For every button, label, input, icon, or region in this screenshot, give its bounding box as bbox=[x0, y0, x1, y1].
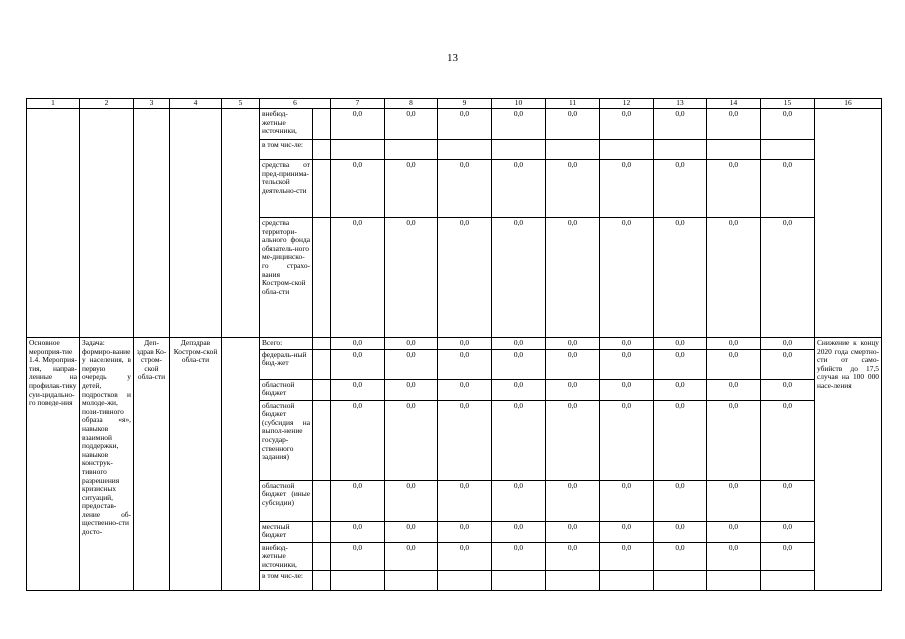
header-cell: 4 bbox=[170, 99, 222, 109]
spacer-cell bbox=[313, 109, 331, 140]
value-cell: 0,0 bbox=[331, 338, 385, 350]
value-cell: 0,0 bbox=[707, 480, 761, 521]
value-cell: 0,0 bbox=[600, 379, 654, 400]
value-cell: 0,0 bbox=[492, 400, 546, 480]
source-label: внебюд-жетные источники, bbox=[260, 542, 313, 571]
value-cell: 0,0 bbox=[492, 542, 546, 571]
value-cell: 0,0 bbox=[707, 542, 761, 571]
page-number: 13 bbox=[447, 52, 458, 64]
table-row bbox=[27, 109, 882, 140]
spacer-cell bbox=[313, 521, 331, 542]
header-cell: 9 bbox=[438, 99, 492, 109]
value-cell: 0,0 bbox=[546, 379, 600, 400]
header-cell: 16 bbox=[815, 99, 882, 109]
value-cell bbox=[654, 140, 707, 160]
value-cell: 0,0 bbox=[331, 400, 385, 480]
value-cell: 0,0 bbox=[654, 109, 707, 140]
value-cell: 0,0 bbox=[492, 338, 546, 350]
value-cell: 0,0 bbox=[331, 160, 385, 218]
source-label: в том чис-ле: bbox=[260, 571, 313, 591]
value-cell: 0,0 bbox=[492, 521, 546, 542]
value-cell: 0,0 bbox=[438, 338, 492, 350]
spacer-cell bbox=[313, 218, 331, 338]
value-cell: 0,0 bbox=[438, 349, 492, 379]
value-cell: 0,0 bbox=[438, 521, 492, 542]
value-cell: 0,0 bbox=[331, 521, 385, 542]
value-cell bbox=[385, 140, 438, 160]
empty-cell bbox=[27, 109, 80, 338]
empty-cell bbox=[815, 109, 882, 338]
value-cell: 0,0 bbox=[707, 349, 761, 379]
value-cell: 0,0 bbox=[385, 400, 438, 480]
value-cell: 0,0 bbox=[600, 400, 654, 480]
value-cell: 0,0 bbox=[654, 379, 707, 400]
value-cell: 0,0 bbox=[600, 160, 654, 218]
value-cell: 0,0 bbox=[438, 160, 492, 218]
spacer-cell bbox=[313, 571, 331, 591]
value-cell: 0,0 bbox=[385, 379, 438, 400]
value-cell: 0,0 bbox=[761, 521, 815, 542]
header-cell: 14 bbox=[707, 99, 761, 109]
source-label: федераль-ный бюд-жет bbox=[260, 349, 313, 379]
coexecutor: Депздрав Костром-ской обла-сти bbox=[170, 338, 222, 591]
spacer-cell bbox=[313, 379, 331, 400]
value-cell: 0,0 bbox=[761, 542, 815, 571]
value-cell: 0,0 bbox=[546, 542, 600, 571]
value-cell: 0,0 bbox=[707, 338, 761, 350]
empty-cell bbox=[80, 109, 134, 338]
value-cell: 0,0 bbox=[654, 400, 707, 480]
source-label: внебюд-жетные источники, bbox=[260, 109, 313, 140]
value-cell bbox=[761, 571, 815, 591]
activity-name: Основное мероприя-тие 1.4. Мероприя-тия, направ-ленные на профилак-тику суи-цидально-го поведе-ния bbox=[27, 338, 80, 591]
value-cell bbox=[707, 571, 761, 591]
value-cell: 0,0 bbox=[385, 480, 438, 521]
spacer-cell bbox=[313, 349, 331, 379]
value-cell: 0,0 bbox=[761, 160, 815, 218]
value-cell: 0,0 bbox=[546, 400, 600, 480]
task-description: Задача: формиро-вание у населения, в первую очередь у детей, подростков и молоде-жи, пози-тивного образа «я», навыков взаимной поддержки, навыков конструк-тивного разрешения кризисных ситуаций, предостав-ление об-щественно-сти досто- bbox=[80, 338, 134, 591]
value-cell: 0,0 bbox=[761, 400, 815, 480]
value-cell bbox=[600, 571, 654, 591]
value-cell bbox=[600, 140, 654, 160]
value-cell bbox=[707, 140, 761, 160]
table-row bbox=[27, 338, 882, 350]
value-cell bbox=[654, 571, 707, 591]
value-cell: 0,0 bbox=[331, 349, 385, 379]
spacer-cell bbox=[313, 400, 331, 480]
executor: Деп-здрав Ко-стром-ской обла-сти bbox=[134, 338, 170, 591]
value-cell: 0,0 bbox=[761, 349, 815, 379]
value-cell: 0,0 bbox=[438, 218, 492, 338]
value-cell bbox=[546, 140, 600, 160]
spacer-cell bbox=[313, 140, 331, 160]
empty-cell bbox=[222, 109, 260, 338]
value-cell: 0,0 bbox=[654, 521, 707, 542]
value-cell: 0,0 bbox=[492, 218, 546, 338]
value-cell: 0,0 bbox=[385, 109, 438, 140]
value-cell: 0,0 bbox=[600, 542, 654, 571]
value-cell: 0,0 bbox=[600, 218, 654, 338]
value-cell: 0,0 bbox=[707, 521, 761, 542]
value-cell: 0,0 bbox=[707, 379, 761, 400]
value-cell: 0,0 bbox=[438, 109, 492, 140]
header-cell: 13 bbox=[654, 99, 707, 109]
expected-result: Снижение к концу 2020 года смертно-сти от само-убийств до 17,5 случая на 100 000 насе-ления bbox=[815, 338, 882, 591]
empty-cell bbox=[170, 109, 222, 338]
value-cell bbox=[385, 571, 438, 591]
spacer-cell bbox=[313, 160, 331, 218]
value-cell: 0,0 bbox=[654, 218, 707, 338]
source-label: средства от пред-принима-тельской деятельно-сти bbox=[260, 160, 313, 218]
value-cell: 0,0 bbox=[385, 160, 438, 218]
value-cell: 0,0 bbox=[385, 542, 438, 571]
value-cell: 0,0 bbox=[654, 349, 707, 379]
value-cell: 0,0 bbox=[761, 218, 815, 338]
value-cell: 0,0 bbox=[546, 338, 600, 350]
value-cell: 0,0 bbox=[600, 109, 654, 140]
source-label: в том чис-ле: bbox=[260, 140, 313, 160]
value-cell: 0,0 bbox=[492, 349, 546, 379]
value-cell: 0,0 bbox=[438, 480, 492, 521]
spacer-cell bbox=[313, 542, 331, 571]
value-cell: 0,0 bbox=[761, 480, 815, 521]
value-cell: 0,0 bbox=[385, 218, 438, 338]
value-cell: 0,0 bbox=[546, 349, 600, 379]
source-label: областной бюджет bbox=[260, 379, 313, 400]
value-cell: 0,0 bbox=[546, 109, 600, 140]
empty-cell bbox=[134, 109, 170, 338]
value-cell: 0,0 bbox=[707, 400, 761, 480]
value-cell bbox=[331, 571, 385, 591]
value-cell: 0,0 bbox=[331, 480, 385, 521]
program-table bbox=[26, 98, 882, 591]
spacer-cell bbox=[313, 480, 331, 521]
source-label: местный бюджет bbox=[260, 521, 313, 542]
value-cell: 0,0 bbox=[331, 542, 385, 571]
value-cell: 0,0 bbox=[600, 480, 654, 521]
value-cell: 0,0 bbox=[546, 160, 600, 218]
value-cell: 0,0 bbox=[707, 160, 761, 218]
value-cell: 0,0 bbox=[385, 349, 438, 379]
value-cell bbox=[492, 571, 546, 591]
value-cell: 0,0 bbox=[331, 218, 385, 338]
header-cell: 7 bbox=[331, 99, 385, 109]
value-cell: 0,0 bbox=[761, 109, 815, 140]
value-cell: 0,0 bbox=[546, 218, 600, 338]
value-cell bbox=[438, 571, 492, 591]
header-cell: 11 bbox=[546, 99, 600, 109]
value-cell: 0,0 bbox=[331, 379, 385, 400]
value-cell: 0,0 bbox=[707, 109, 761, 140]
value-cell bbox=[492, 140, 546, 160]
value-cell: 0,0 bbox=[654, 480, 707, 521]
header-cell: 8 bbox=[385, 99, 438, 109]
value-cell: 0,0 bbox=[492, 480, 546, 521]
value-cell: 0,0 bbox=[761, 338, 815, 350]
value-cell: 0,0 bbox=[654, 160, 707, 218]
value-cell: 0,0 bbox=[492, 109, 546, 140]
header-cell: 1 bbox=[27, 99, 80, 109]
value-cell: 0,0 bbox=[385, 521, 438, 542]
value-cell: 0,0 bbox=[707, 218, 761, 338]
source-label: Всего: bbox=[260, 338, 313, 350]
value-cell: 0,0 bbox=[600, 349, 654, 379]
value-cell bbox=[331, 140, 385, 160]
source-label: областной бюджет (субсидия на выпол-нение государ-ственного задания) bbox=[260, 400, 313, 480]
header-cell: 12 bbox=[600, 99, 654, 109]
value-cell: 0,0 bbox=[492, 160, 546, 218]
empty-cell bbox=[222, 338, 260, 591]
header-row bbox=[27, 99, 882, 109]
value-cell: 0,0 bbox=[761, 379, 815, 400]
value-cell: 0,0 bbox=[492, 379, 546, 400]
value-cell: 0,0 bbox=[600, 521, 654, 542]
source-label: областной бюджет (иные субсидии) bbox=[260, 480, 313, 521]
value-cell bbox=[546, 571, 600, 591]
header-cell: 6 bbox=[260, 99, 331, 109]
value-cell: 0,0 bbox=[438, 542, 492, 571]
value-cell: 0,0 bbox=[546, 521, 600, 542]
value-cell: 0,0 bbox=[654, 542, 707, 571]
spacer-cell bbox=[313, 338, 331, 350]
source-label: средства территори-ального фонда обязатель-ного ме-дицинско-го страхо-вания Костром-ской обла-сти bbox=[260, 218, 313, 338]
header-cell: 2 bbox=[80, 99, 134, 109]
value-cell: 0,0 bbox=[438, 400, 492, 480]
value-cell bbox=[761, 140, 815, 160]
value-cell: 0,0 bbox=[546, 480, 600, 521]
value-cell: 0,0 bbox=[385, 338, 438, 350]
header-cell: 15 bbox=[761, 99, 815, 109]
value-cell: 0,0 bbox=[600, 338, 654, 350]
header-cell: 10 bbox=[492, 99, 546, 109]
value-cell: 0,0 bbox=[438, 379, 492, 400]
header-cell: 5 bbox=[222, 99, 260, 109]
value-cell: 0,0 bbox=[654, 338, 707, 350]
value-cell bbox=[438, 140, 492, 160]
header-cell: 3 bbox=[134, 99, 170, 109]
value-cell: 0,0 bbox=[331, 109, 385, 140]
